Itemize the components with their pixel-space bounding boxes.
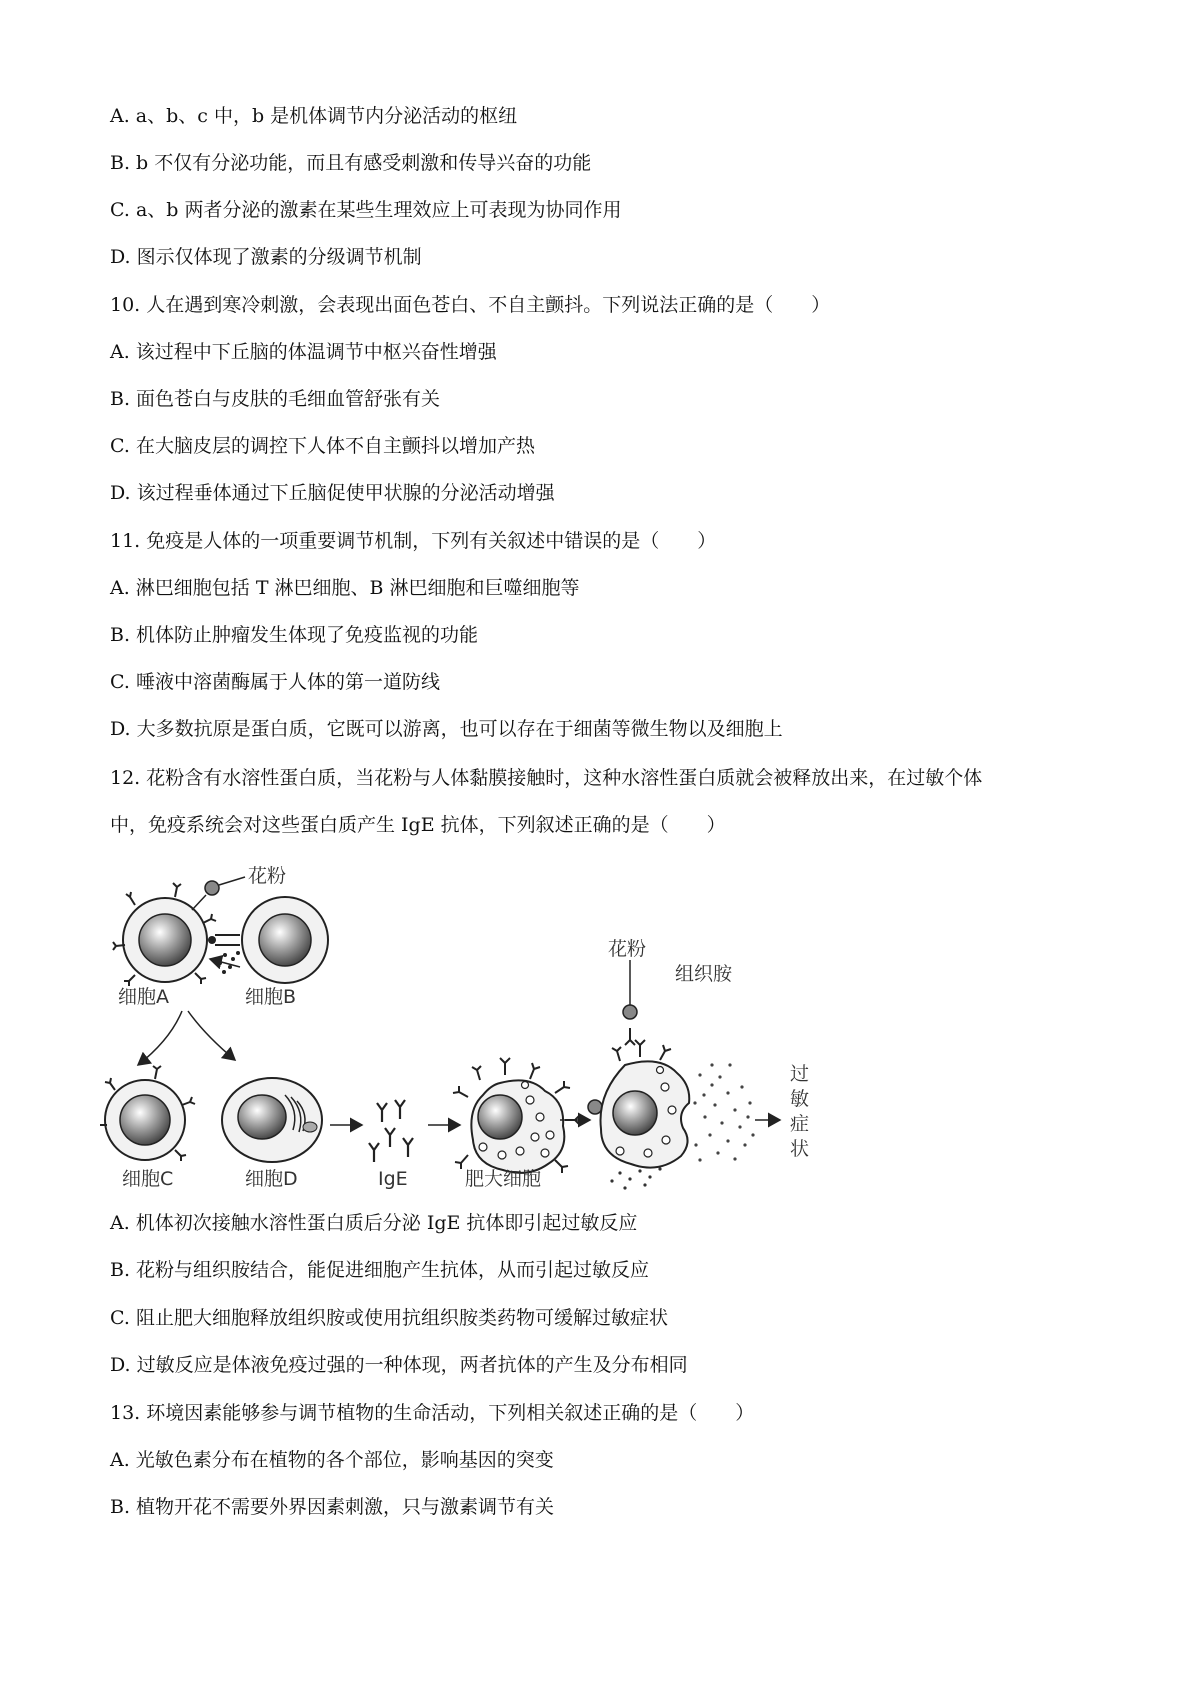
cell-a xyxy=(113,883,216,986)
label-ige: IgE xyxy=(378,1168,408,1190)
allergy-mechanism-figure xyxy=(100,855,900,1200)
q9-option-a: A. a、b、c 中，b 是机体调节内分泌活动的枢纽 xyxy=(110,105,518,127)
q11-option-a: A. 淋巴细胞包括 T 淋巴细胞、B 淋巴细胞和巨噬细胞等 xyxy=(110,577,580,599)
label-cell-c: 细胞C xyxy=(122,1168,174,1190)
cell-c xyxy=(100,1066,195,1161)
q13-option-b: B. 植物开花不需要外界因素刺激，只与激素调节有关 xyxy=(110,1496,555,1518)
cell-b xyxy=(242,897,328,983)
q9-option-d: D. 图示仅体现了激素的分级调节机制 xyxy=(110,246,422,268)
label-symptom-1: 过 xyxy=(790,1063,810,1085)
q12-option-d: D. 过敏反应是体液免疫过强的一种体现，两者抗体的产生及分布相同 xyxy=(110,1354,688,1376)
mast-cell xyxy=(453,1058,579,1173)
q11-option-c: C. 唾液中溶菌酶属于人体的第一道防线 xyxy=(110,671,440,693)
label-symptom-2: 敏 xyxy=(790,1088,810,1110)
label-symptom-4: 状 xyxy=(790,1138,810,1160)
q10-option-a: A. 该过程中下丘脑的体温调节中枢兴奋性增强 xyxy=(110,341,497,363)
pollen-grain-free xyxy=(588,1100,602,1114)
q10-option-c: C. 在大脑皮层的调控下人体不自主颤抖以增加产热 xyxy=(110,435,535,457)
q10-option-b: B. 面色苍白与皮肤的毛细血管舒张有关 xyxy=(110,388,441,410)
label-cell-b: 细胞B xyxy=(245,986,297,1008)
q13-option-a: A. 光敏色素分布在植物的各个部位，影响基因的突变 xyxy=(110,1449,554,1471)
pollen-grain-top xyxy=(205,881,219,895)
label-pollen-top: 花粉 xyxy=(248,865,287,887)
pollen-grain-right xyxy=(623,1005,637,1019)
label-histamine: 组织胺 xyxy=(675,963,733,985)
q13-stem: 13. 环境因素能够参与调节植物的生命活动，下列相关叙述正确的是（ ） xyxy=(110,1402,755,1424)
q12-option-a: A. 机体初次接触水溶性蛋白质后分泌 IgE 抗体即引起过敏反应 xyxy=(110,1212,638,1234)
q12-stem-line1: 12. 花粉含有水溶性蛋白质，当花粉与人体黏膜接触时，这种水溶性蛋白质就会被释放出来，在过敏个体 xyxy=(110,767,983,789)
q10-stem: 10. 人在遇到寒冷刺激，会表现出面色苍白、不自主颤抖。下列说法正确的是（ ） xyxy=(110,294,831,316)
cell-d xyxy=(222,1078,322,1162)
q12-option-b: B. 花粉与组织胺结合，能促进细胞产生抗体，从而引起过敏反应 xyxy=(110,1259,650,1281)
label-pollen-right: 花粉 xyxy=(608,938,647,960)
q11-stem: 11. 免疫是人体的一项重要调节机制，下列有关叙述中错误的是（ ） xyxy=(110,530,717,552)
histamine-particles xyxy=(693,1063,754,1161)
ige-antibodies xyxy=(369,1100,413,1162)
q12-stem-line2: 中，免疫系统会对这些蛋白质产生 IgE 抗体，下列叙述正确的是（ ） xyxy=(110,814,726,836)
label-cell-a: 细胞A xyxy=(118,986,169,1008)
q9-option-b: B. b 不仅有分泌功能，而且有感受刺激和传导兴奋的功能 xyxy=(110,152,592,174)
q9-option-c: C. a、b 两者分泌的激素在某些生理效应上可表现为协同作用 xyxy=(110,199,622,221)
q11-option-b: B. 机体防止肿瘤发生体现了免疫监视的功能 xyxy=(110,624,479,646)
label-mast-cell: 肥大细胞 xyxy=(465,1168,542,1190)
q11-option-d: D. 大多数抗原是蛋白质，它既可以游离，也可以存在于细菌等微生物以及细胞上 xyxy=(110,718,783,740)
degranulating-mast-cell xyxy=(601,1028,690,1190)
label-symptom-3: 症 xyxy=(790,1113,810,1135)
label-cell-d: 细胞D xyxy=(245,1168,298,1190)
q10-option-d: D. 该过程垂体通过下丘脑促使甲状腺的分泌活动增强 xyxy=(110,482,555,504)
q12-option-c: C. 阻止肥大细胞释放组织胺或使用抗组织胺类药物可缓解过敏症状 xyxy=(110,1307,668,1329)
